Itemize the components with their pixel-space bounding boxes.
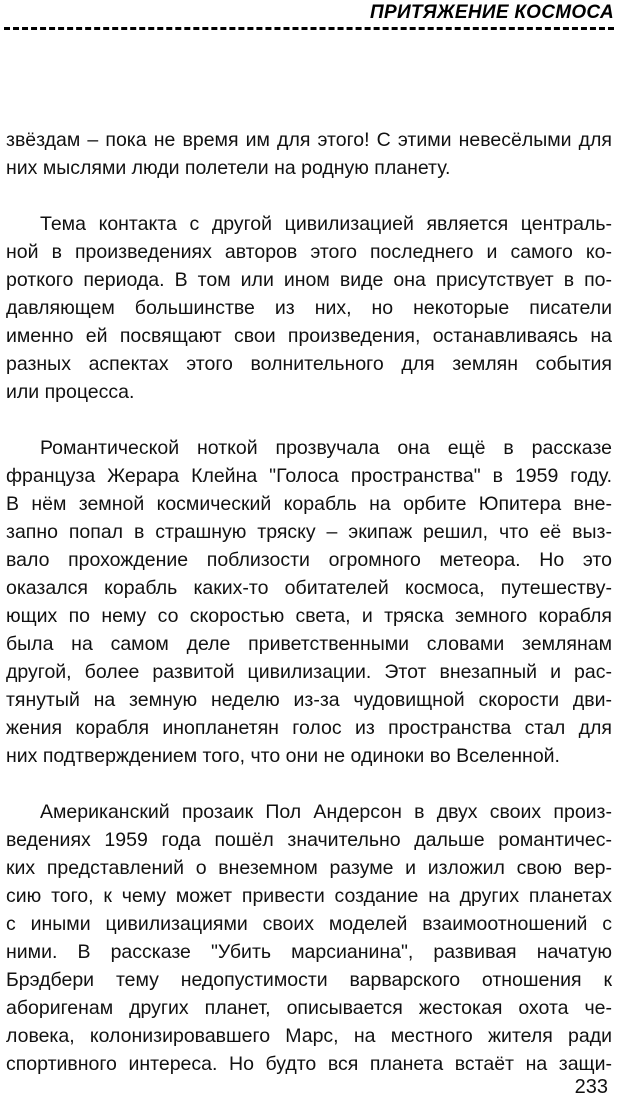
text-line: них подтверждением того, что они не одиноки во Вселенной. bbox=[6, 745, 560, 767]
text-line: оказался корабль каких-то обитателей космоса, путешеству- bbox=[6, 577, 612, 599]
text-line: именно ей посвящают свои произведения, останавливаясь на bbox=[6, 325, 612, 347]
running-header-title: ПРИТЯЖЕНИЕ КОСМОСА bbox=[370, 2, 614, 23]
text-line: В нём земной космический корабль на орбите Юпитера вне- bbox=[6, 493, 612, 515]
text-line: Американский прозаик Пол Андерсон в двух своих произ- bbox=[40, 801, 612, 823]
text-line: или процесса. bbox=[6, 381, 135, 403]
text-line: Тема контакта с другой цивилизацией является централь- bbox=[40, 213, 612, 235]
text-line: француза Жерара Клейна "Голоса пространства" в 1959 году. bbox=[6, 465, 612, 487]
paragraph bbox=[6, 434, 612, 770]
text-line: ловека, колонизировавшего Марс, на местного жителя ради bbox=[6, 1025, 612, 1047]
text-line: вало прохождение поблизости огромного метеора. Но это bbox=[6, 549, 612, 571]
text-line: ними. В рассказе "Убить марсианина", развивая начатую bbox=[6, 941, 612, 963]
text-line: давляющем большинстве из них, но некоторые писатели bbox=[6, 297, 612, 319]
page-number: 233 bbox=[574, 1076, 608, 1098]
text-line: ких представлений о внеземном разуме и изложил свою вер- bbox=[6, 857, 612, 879]
text-line: них мыслями люди полетели на родную планету. bbox=[6, 157, 451, 179]
paragraph bbox=[6, 798, 612, 1078]
text-line: жения корабля инопланетян голос из пространства стал для bbox=[6, 717, 612, 739]
body-text bbox=[6, 126, 612, 1106]
text-line: ющих по нему со скоростью света, и тряска земного корабля bbox=[6, 605, 612, 627]
paragraph bbox=[6, 210, 612, 406]
text-line: запно попал в страшную тряску – экипаж решил, что её выз- bbox=[6, 521, 612, 543]
text-line: аборигенам других планет, описывается жестокая охота че- bbox=[6, 997, 612, 1019]
text-line: звёздам – пока не время им для этого! С этими невесёлыми для bbox=[6, 129, 612, 151]
text-line: Брэдбери тему недопустимости варварского отношения к bbox=[6, 969, 612, 991]
text-line: Романтической ноткой прозвучала она ещё в рассказе bbox=[40, 437, 612, 459]
text-line: была на самом деле приветственными словами землянам bbox=[6, 633, 612, 655]
text-line: ной в произведениях авторов этого последнего и самого ко- bbox=[6, 241, 612, 263]
header-divider bbox=[4, 27, 614, 30]
text-line: разных аспектах этого волнительного для землян события bbox=[6, 353, 612, 375]
paragraph bbox=[6, 126, 612, 182]
text-line: спортивного интереса. Но будто вся планета встаёт на защи- bbox=[6, 1053, 612, 1075]
running-header bbox=[0, 0, 620, 40]
text-line: ведениях 1959 года пошёл значительно дальше романтичес- bbox=[6, 829, 612, 851]
text-line: роткого периода. В том или ином виде она присутствует в по- bbox=[6, 269, 612, 291]
text-line: сию того, к чему может привести создание на других планетах bbox=[6, 885, 612, 907]
text-line: другой, более развитой цивилизации. Этот внезапный и рас- bbox=[6, 661, 612, 683]
text-line: с иными цивилизациями своих моделей взаимоотношений с bbox=[6, 913, 612, 935]
text-line: тянутый на земную неделю из-за чудовищной скорости дви- bbox=[6, 689, 612, 711]
